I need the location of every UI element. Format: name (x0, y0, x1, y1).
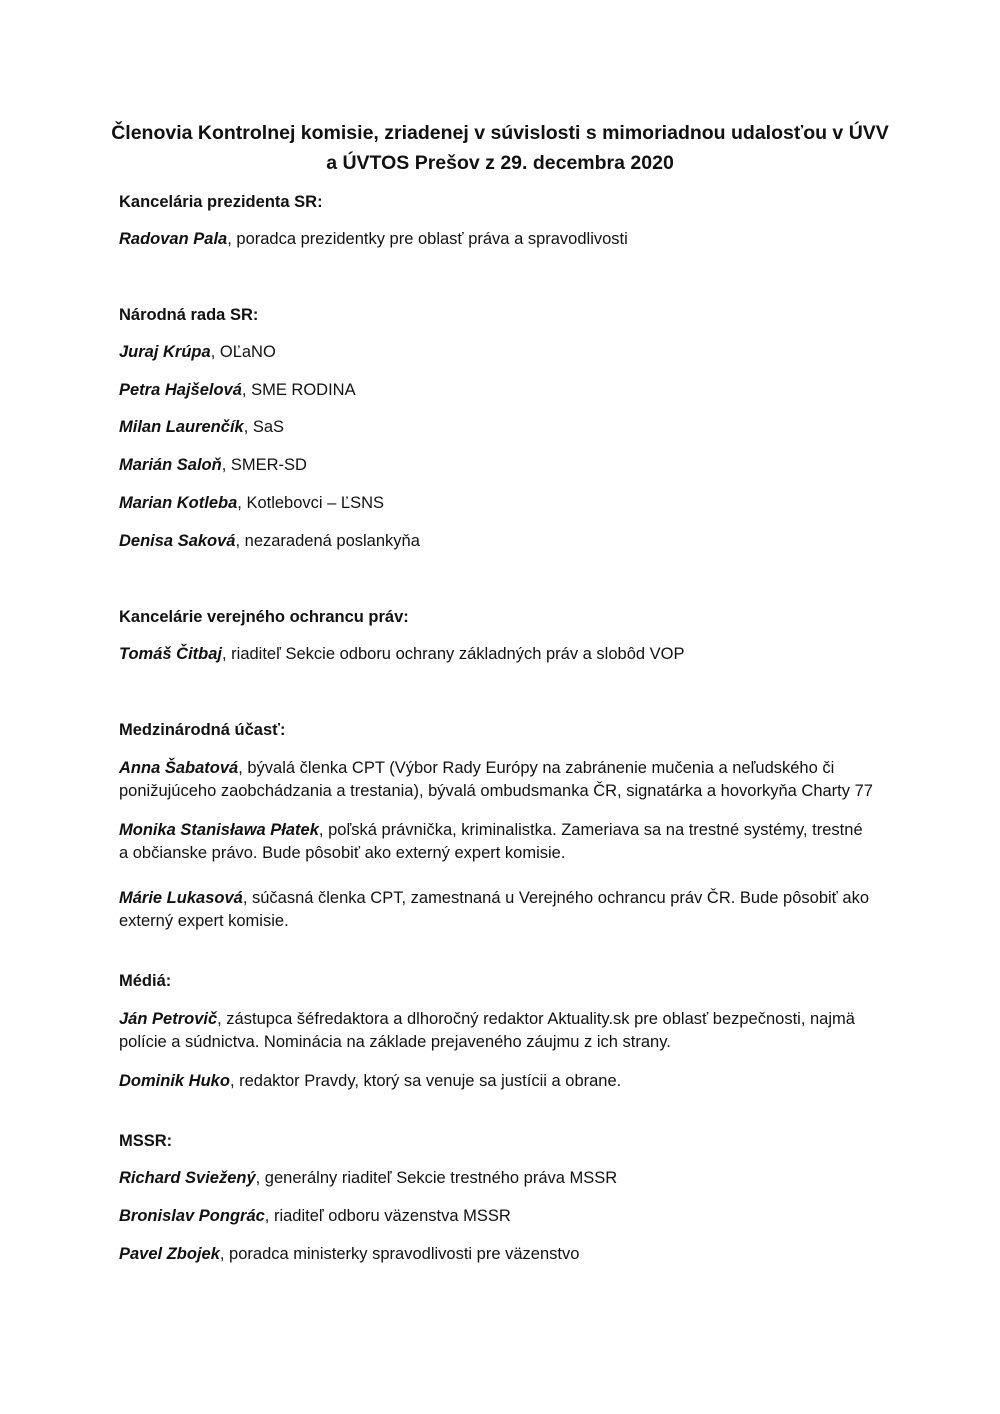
member-desc: , riaditeľ odboru väzenstva MSSR (264, 1207, 511, 1225)
member-line (119, 228, 628, 251)
member-name: Monika Stanisława Płatek (119, 821, 319, 839)
section-heading-ombudsman: Kancelárie verejného ochrancu práv: (119, 608, 409, 626)
member-line (119, 887, 869, 910)
member-desc: , Kotlebovci – ĽSNS (237, 494, 385, 512)
member-name: Juraj Krúpa (119, 343, 211, 361)
member-desc-continued: polície a súdnictva. Nominácia na základe prejaveného záujmu z ich strany. (119, 1033, 671, 1051)
title-line-1: Členovia Kontrolnej komisie, zriadenej v súvislosti s mimoriadnou udalosťou v ÚVV (111, 122, 889, 144)
member-desc: , bývalá členka CPT (Výbor Rady Európy na zabránenie mučenia a neľudského či (238, 759, 835, 777)
member-line (119, 379, 356, 402)
member-desc: , generálny riaditeľ Sekcie trestného práva MSSR (255, 1169, 618, 1187)
member-desc: , súčasná členka CPT, zamestnaná u Verejného ochrancu práv ČR. Bude pôsobiť ako (242, 889, 870, 907)
member-line (119, 1167, 617, 1190)
member-desc-continued: ponižujúceho zaobchádzania a trestania), bývalá ombudsmanka ČR, signatárka a hovorkyňa Charty 77 (119, 782, 873, 800)
member-desc: , poľská právnička, kriminalistka. Zameriava sa na trestné systémy, trestné (318, 821, 863, 839)
section-heading-mssr: MSSR: (119, 1132, 173, 1150)
member-line (119, 819, 863, 842)
member-name: Tomáš Čitbaj (119, 645, 222, 663)
member-name: Anna Šabatová (119, 759, 239, 777)
member-line (119, 492, 384, 515)
member-desc: , SaS (243, 418, 285, 436)
member-desc: , redaktor Pravdy, ktorý sa venuje sa justícii a obrane. (229, 1072, 622, 1090)
member-name: Marian Kotleba (119, 494, 238, 512)
member-desc: , SMER-SD (221, 456, 307, 474)
member-line (119, 1008, 855, 1031)
member-line (119, 454, 307, 477)
member-name: Richard Sviežený (119, 1169, 256, 1187)
member-name: Marián Saloň (119, 456, 222, 474)
member-line (119, 530, 420, 553)
member-name: Milan Laurenčík (119, 418, 244, 436)
member-desc-continued: externý expert komisie. (119, 912, 289, 930)
member-line (119, 1243, 579, 1266)
member-desc: , poradca prezidentky pre oblasť práva a spravodlivosti (227, 230, 628, 248)
section-heading-president: Kancelária prezidenta SR: (119, 193, 323, 211)
member-line (119, 1070, 621, 1093)
member-desc: , SME RODINA (241, 381, 356, 399)
section-heading-parliament: Národná rada SR: (119, 306, 259, 324)
member-name: Radovan Pala (119, 230, 228, 248)
member-desc: , nezaradená poslankyňa (235, 532, 420, 550)
member-line (119, 341, 276, 364)
member-desc: , riaditeľ Sekcie odboru ochrany základných práv a slobôd VOP (222, 645, 685, 663)
member-line (119, 416, 284, 439)
member-name: Ján Petrovič (119, 1010, 218, 1028)
member-line (119, 1205, 511, 1228)
member-name: Petra Hajšelová (119, 381, 242, 399)
member-name: Dominik Huko (119, 1072, 230, 1090)
member-line (119, 643, 684, 666)
member-name: Denisa Saková (119, 532, 236, 550)
title-line-2: a ÚVTOS Prešov z 29. decembra 2020 (326, 152, 674, 174)
member-desc: , OĽaNO (210, 343, 276, 361)
document-title (100, 118, 900, 178)
member-desc: , zástupca šéfredaktora a dlhoročný redaktor Aktuality.sk pre oblasť bezpečnosti, najmä (217, 1010, 855, 1028)
member-name: Bronislav Pongrác (119, 1207, 265, 1225)
member-name: Márie Lukasová (119, 889, 243, 907)
member-desc-continued: a občianske právo. Bude pôsobiť ako externý expert komisie. (119, 844, 566, 862)
member-desc: , poradca ministerky spravodlivosti pre väzenstvo (219, 1245, 580, 1263)
section-heading-international: Medzinárodná účasť: (119, 721, 286, 739)
member-line (119, 757, 834, 780)
section-heading-media: Médiá: (119, 972, 172, 990)
member-name: Pavel Zbojek (119, 1245, 220, 1263)
